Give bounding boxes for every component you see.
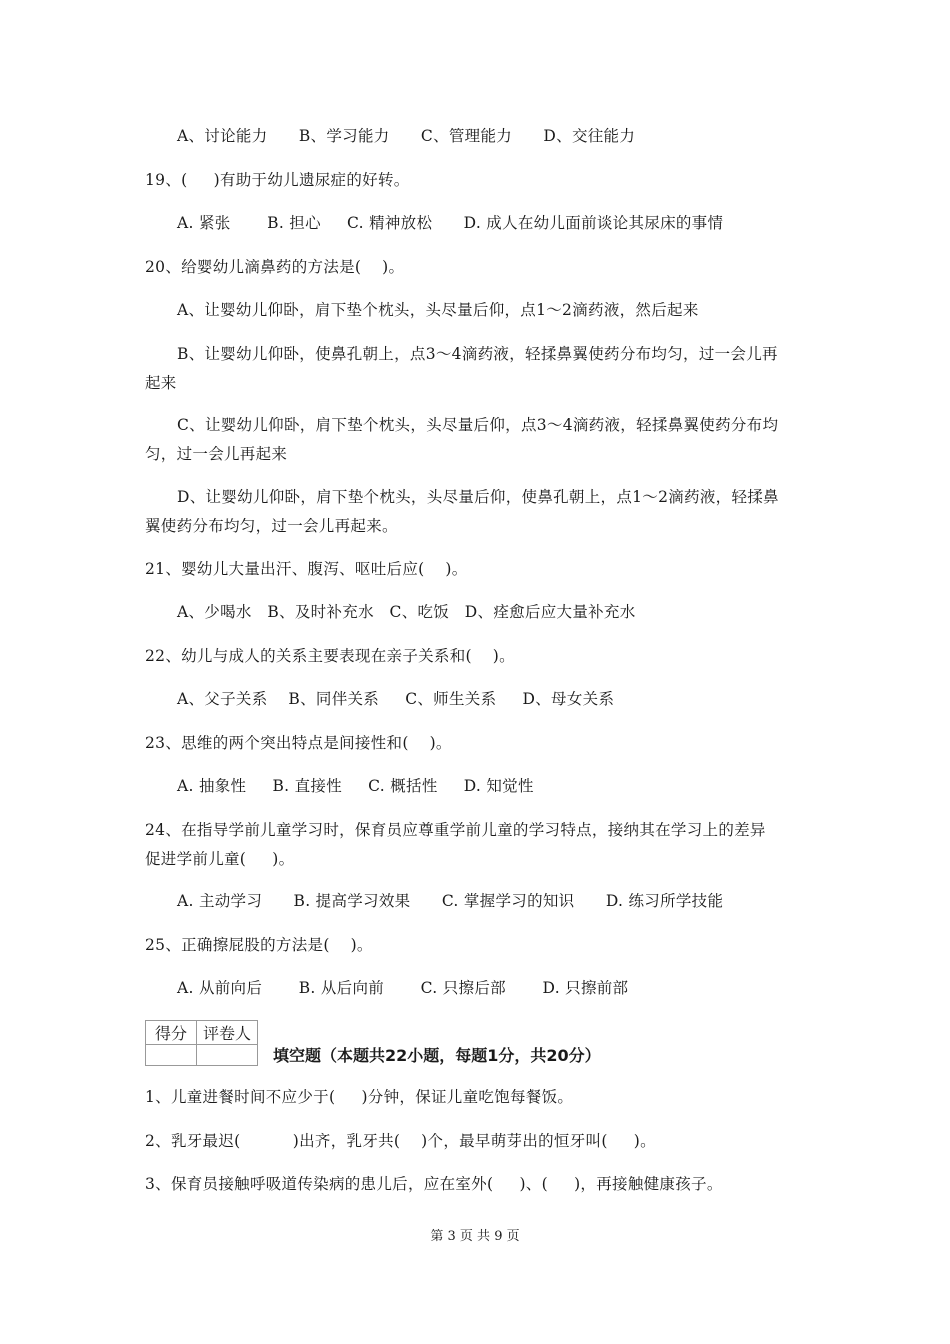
section-title: 填空题（本题共22小题，每题1分，共20分） (273, 1046, 601, 1065)
q21-stem: 21、婴幼儿大量出汗、腹泻、呕吐后应( )。 (145, 560, 468, 578)
q20-option-b-cont: 起来 (145, 374, 177, 392)
fill-q3: 3、保育员接触呼吸道传染病的患儿后，应在室外( )、( )，再接触健康孩子。 (145, 1175, 723, 1193)
q20-option-c-cont: 匀，过一会儿再起来 (145, 445, 288, 463)
q23-stem: 23、思维的两个突出特点是间接性和( )。 (145, 734, 452, 752)
q25-stem: 25、正确擦屁股的方法是( )。 (145, 936, 373, 954)
score-label: 得分 (146, 1021, 197, 1045)
q22-stem: 22、幼儿与成人的关系主要表现在亲子关系和( )。 (145, 647, 515, 665)
q18-options: A、讨论能力 B、学习能力 C、管理能力 D、交往能力 (177, 127, 636, 145)
q20-option-a: A、让婴幼儿仰卧，肩下垫个枕头，头尽量后仰，点1～2滴药液，然后起来 (177, 301, 699, 319)
score-cell (146, 1045, 197, 1066)
q20-option-d-cont: 翼使药分布均匀，过一会儿再起来。 (145, 517, 398, 535)
q22-options: A、父子关系 B、同伴关系 C、师生关系 D、母女关系 (177, 690, 615, 708)
grader-cell (197, 1045, 258, 1066)
q24-stem-cont: 促进学前儿童( )。 (145, 850, 295, 868)
q21-options: A、少喝水 B、及时补充水 C、吃饭 D、痊愈后应大量补充水 (177, 603, 636, 621)
q23-options: A. 抽象性 B. 直接性 C. 概括性 D. 知觉性 (177, 777, 534, 795)
q25-options: A. 从前向后 B. 从后向前 C. 只擦后部 D. 只擦前部 (177, 979, 629, 997)
fill-q2: 2、乳牙最迟( )出齐，乳牙共( )个，最早萌芽出的恒牙叫( )。 (145, 1132, 656, 1150)
q20-option-b: B、让婴幼儿仰卧，使鼻孔朝上，点3～4滴药液，轻揉鼻翼使药分布均匀，过一会儿再 (177, 345, 778, 363)
q19-stem: 19、( )有助于幼儿遗尿症的好转。 (145, 171, 410, 189)
q19-options: A. 紧张 B. 担心 C. 精神放松 D. 成人在幼儿面前谈论其尿床的事情 (177, 214, 724, 232)
q24-options: A. 主动学习 B. 提高学习效果 C. 掌握学习的知识 D. 练习所学技能 (177, 892, 724, 910)
score-box (145, 1020, 258, 1066)
q20-stem: 20、给婴幼儿滴鼻药的方法是( )。 (145, 258, 405, 276)
q20-option-c: C、让婴幼儿仰卧，肩下垫个枕头，头尽量后仰，点3～4滴药液，轻揉鼻翼使药分布均 (177, 416, 779, 434)
page-footer: 第 3 页 共 9 页 (430, 1229, 520, 1244)
fill-q1: 1、儿童进餐时间不应少于( )分钟，保证儿童吃饱每餐饭。 (145, 1088, 574, 1106)
grader-label: 评卷人 (197, 1021, 258, 1045)
q20-option-d: D、让婴幼儿仰卧，肩下垫个枕头，头尽量后仰，使鼻孔朝上，点1～2滴药液，轻揉鼻 (177, 488, 779, 506)
q24-stem: 24、在指导学前儿童学习时，保育员应尊重学前儿童的学习特点，接纳其在学习上的差异 (145, 821, 766, 839)
